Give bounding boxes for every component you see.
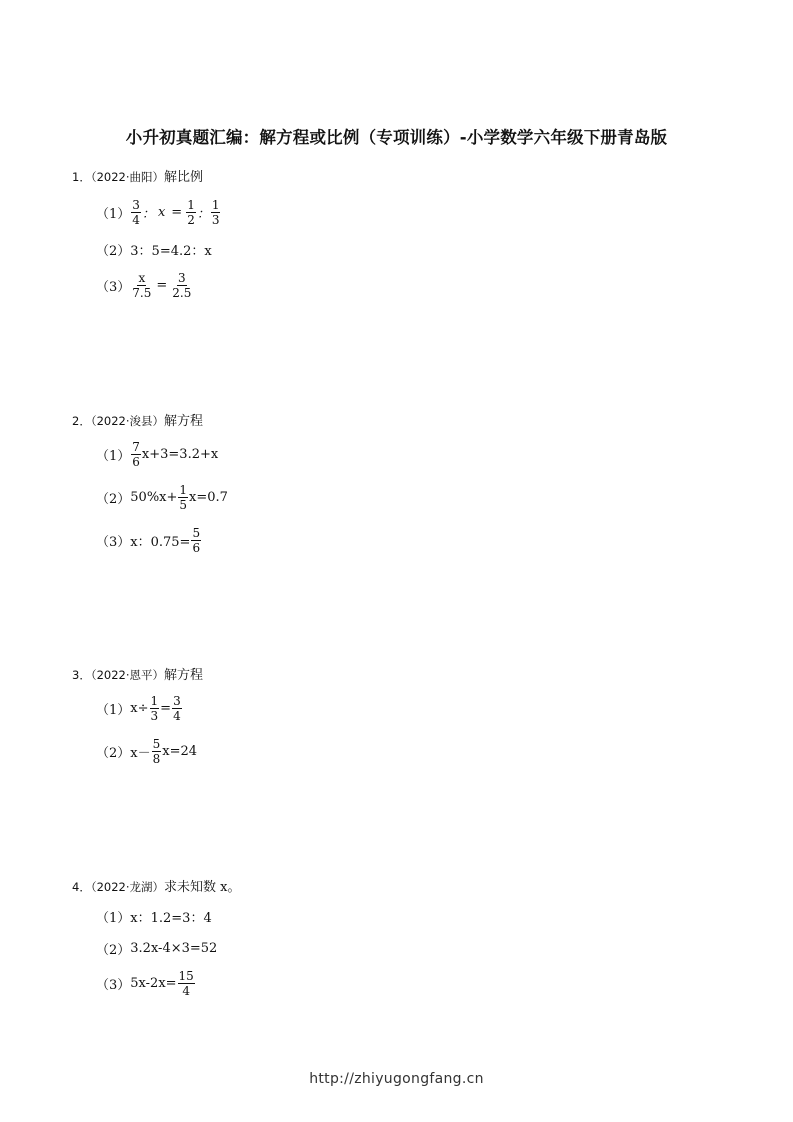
fraction: $\frac{1}{3}$ — [150, 694, 159, 723]
ratio-sep: ： — [196, 207, 210, 222]
question-1-header — [72, 166, 203, 185]
item-expression: 3：5=4.2：x — [130, 244, 212, 259]
variable: x — [157, 205, 166, 220]
question-3-item-2 — [96, 738, 197, 765]
item-label: （2） — [96, 943, 131, 958]
ratio-sep: ： — [141, 207, 155, 222]
question-instruction: 解比例 — [164, 170, 204, 185]
question-source: （2022·曲阳） — [90, 170, 164, 184]
item-expression: 50%x+ — [130, 490, 178, 505]
item-label: （2） — [96, 492, 131, 507]
item-expression: x：0.75= — [130, 535, 191, 550]
question-4-item-3 — [96, 970, 196, 997]
item-expression: x－ — [130, 746, 151, 761]
item-label: （3） — [96, 535, 131, 550]
question-2-item-2 — [96, 484, 228, 511]
fraction: $\frac{3}{4}$ — [132, 198, 140, 227]
question-2-item-3 — [96, 527, 202, 554]
item-label: （3） — [96, 280, 131, 295]
question-1-item-3 — [96, 272, 193, 299]
item-expression: 3.2x-4×3=52 — [130, 941, 218, 956]
question-instruction: 解方程 — [164, 668, 204, 683]
question-4-item-1 — [96, 907, 212, 926]
fraction: $\frac{1}{5}$ — [179, 483, 188, 512]
item-label: （1） — [96, 207, 131, 222]
item-label: （1） — [96, 911, 131, 926]
question-1-item-2 — [96, 240, 212, 259]
question-number: 3． — [72, 668, 91, 682]
question-source: （2022·龙湖） — [90, 880, 164, 894]
item-label: （3） — [96, 978, 131, 993]
question-1-item-1 — [96, 199, 221, 226]
item-label: （1） — [96, 449, 131, 464]
fraction: $\frac{5}{6}$ — [192, 526, 201, 555]
item-expression: 5x-2x= — [130, 976, 177, 991]
item-expression: x=0.7 — [189, 490, 228, 505]
page-title: 小升初真题汇编：解方程或比例（专项训练）-小学数学六年级下册青岛版 — [125, 128, 668, 147]
footer-url: http://zhiyugongfang.cn — [309, 1071, 484, 1087]
question-4-item-2 — [96, 939, 217, 958]
question-4-header — [72, 876, 240, 895]
equals-sign: = — [171, 205, 183, 220]
question-instruction: 求未知数 x。 — [164, 880, 241, 895]
fraction: $\frac{7}{6}$ — [132, 440, 140, 469]
question-3-header — [72, 664, 203, 683]
fraction: $\frac{3}{4}$ — [173, 694, 181, 723]
question-number: 1． — [72, 170, 91, 184]
fraction: $\frac{1}{3}$ — [211, 198, 220, 227]
item-expression: x+3=3.2+x — [141, 447, 219, 462]
question-source: （2022·恩平） — [90, 668, 164, 682]
item-expression: x=24 — [162, 744, 198, 759]
item-label: （2） — [96, 244, 131, 259]
question-number: 2． — [72, 414, 91, 428]
question-source: （2022·浚县） — [90, 414, 164, 428]
fraction: $\frac{x}{7.5}$ — [132, 271, 152, 300]
item-label: （1） — [96, 703, 131, 718]
fraction: $\frac{5}{8}$ — [152, 737, 161, 766]
item-expression: x÷ — [130, 701, 149, 716]
item-label: （2） — [96, 746, 131, 761]
question-instruction: 解方程 — [164, 414, 204, 429]
equals-sign: = — [160, 701, 172, 716]
fraction: $\frac{15}{4}$ — [178, 969, 194, 998]
question-3-item-1 — [96, 695, 183, 722]
question-2-header — [72, 410, 203, 429]
equals-sign: = — [156, 278, 168, 293]
fraction: $\frac{3}{2.5}$ — [172, 271, 192, 300]
question-2-item-1 — [96, 441, 218, 468]
item-expression: x：1.2=3：4 — [130, 911, 212, 926]
question-number: 4． — [72, 880, 91, 894]
fraction: $\frac{1}{2}$ — [187, 198, 195, 227]
